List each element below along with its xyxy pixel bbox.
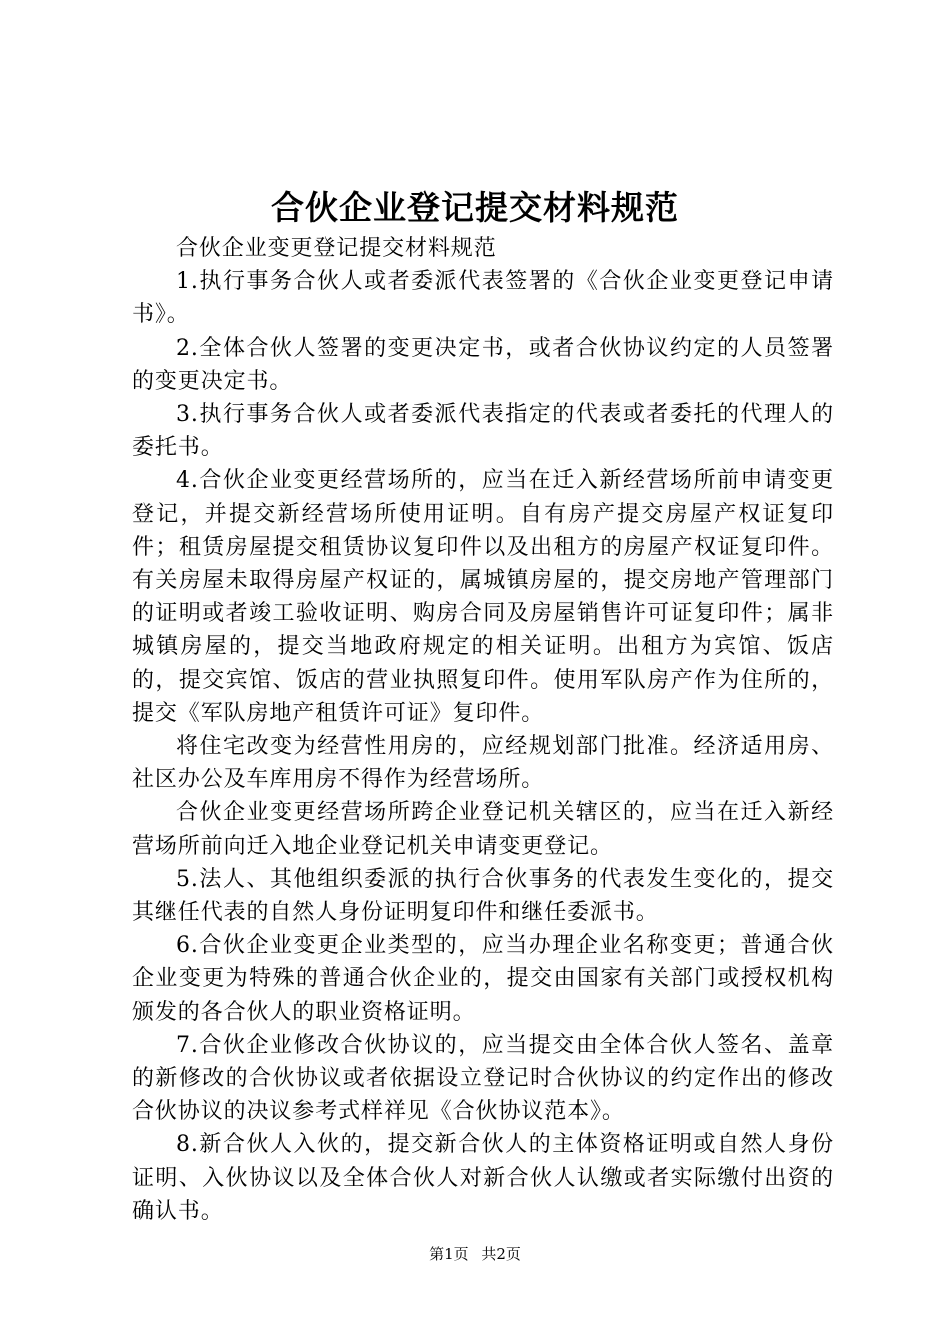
paragraph-item-3: 3.执行事务合伙人或者委派代表指定的代表或者委托的代理人的委托书。 [132, 402, 834, 461]
document-title: 合伙企业登记提交材料规范 [271, 188, 679, 227]
paragraph-item-5: 5.法人、其他组织委派的执行合伙事务的代表发生变化的，提交其继任代表的自然人身份证明复印件和继任委派书。 [132, 866, 834, 926]
paragraph-item-4: 4.合伙企业变更经营场所的，应当在迁入新经营场所前申请变更登记，并提交新经营场所使用证明。自有房产提交房屋产权证复印件；租赁房屋提交租赁协议复印件以及出租方的房屋产权证复印件。有关房屋未取得房屋产权证的，属城镇房屋的，提交房地产管理部门的证明或者竣工验收证明、购房合同及房屋销售许可证复印件；属非城镇房屋的，提交当地政府规定的相关证明。出租方为宾馆、饭店的，提交宾馆、饭店的营业执照复印件。使用军队房产作为住所的，提交《军队房地产租赁许可证》复印件。 [132, 468, 834, 726]
page-number: 第1页 [429, 1245, 469, 1263]
page-footer [0, 1242, 950, 1266]
paragraph-item-1: 1.执行事务合伙人或者委派代表签署的《合伙企业变更登记申请书》。 [132, 269, 834, 328]
paragraph-subtitle: 合伙企业变更登记提交材料规范 [176, 236, 497, 261]
paragraph-item-8: 8.新合伙人入伙的，提交新合伙人的主体资格证明或自然人身份证明、入伙协议以及全体合伙人对新合伙人认缴或者实际缴付出资的确认书。 [132, 1132, 834, 1224]
paragraph-item-6: 6.合伙企业变更企业类型的，应当办理企业名称变更；普通合伙企业变更为特殊的普通合伙企业的，提交由国家有关部门或授权机构颁发的各合伙人的职业资格证明。 [132, 933, 834, 1025]
page-total: 共2页 [481, 1245, 521, 1263]
document-body [132, 232, 834, 1228]
paragraph-item-2: 2.全体合伙人签署的变更决定书，或者合伙协议约定的人员签署的变更决定书。 [132, 335, 834, 394]
paragraph-item-7: 7.合伙企业修改合伙协议的，应当提交由全体合伙人签名、盖章的新修改的合伙协议或者依据设立登记时合伙协议的约定作出的修改合伙协议的决议参考式样祥见《合伙协议范本》。 [132, 1032, 834, 1125]
paragraph-item-4-note-residential: 将住宅改变为经营性用房的，应经规划部门批准。经济适用房、社区办公及车库用房不得作为经营场所。 [132, 734, 834, 793]
paragraph-item-4-note-jurisdiction: 合伙企业变更经营场所跨企业登记机关辖区的，应当在迁入新经营场所前向迁入地企业登记机关申请变更登记。 [132, 800, 834, 859]
